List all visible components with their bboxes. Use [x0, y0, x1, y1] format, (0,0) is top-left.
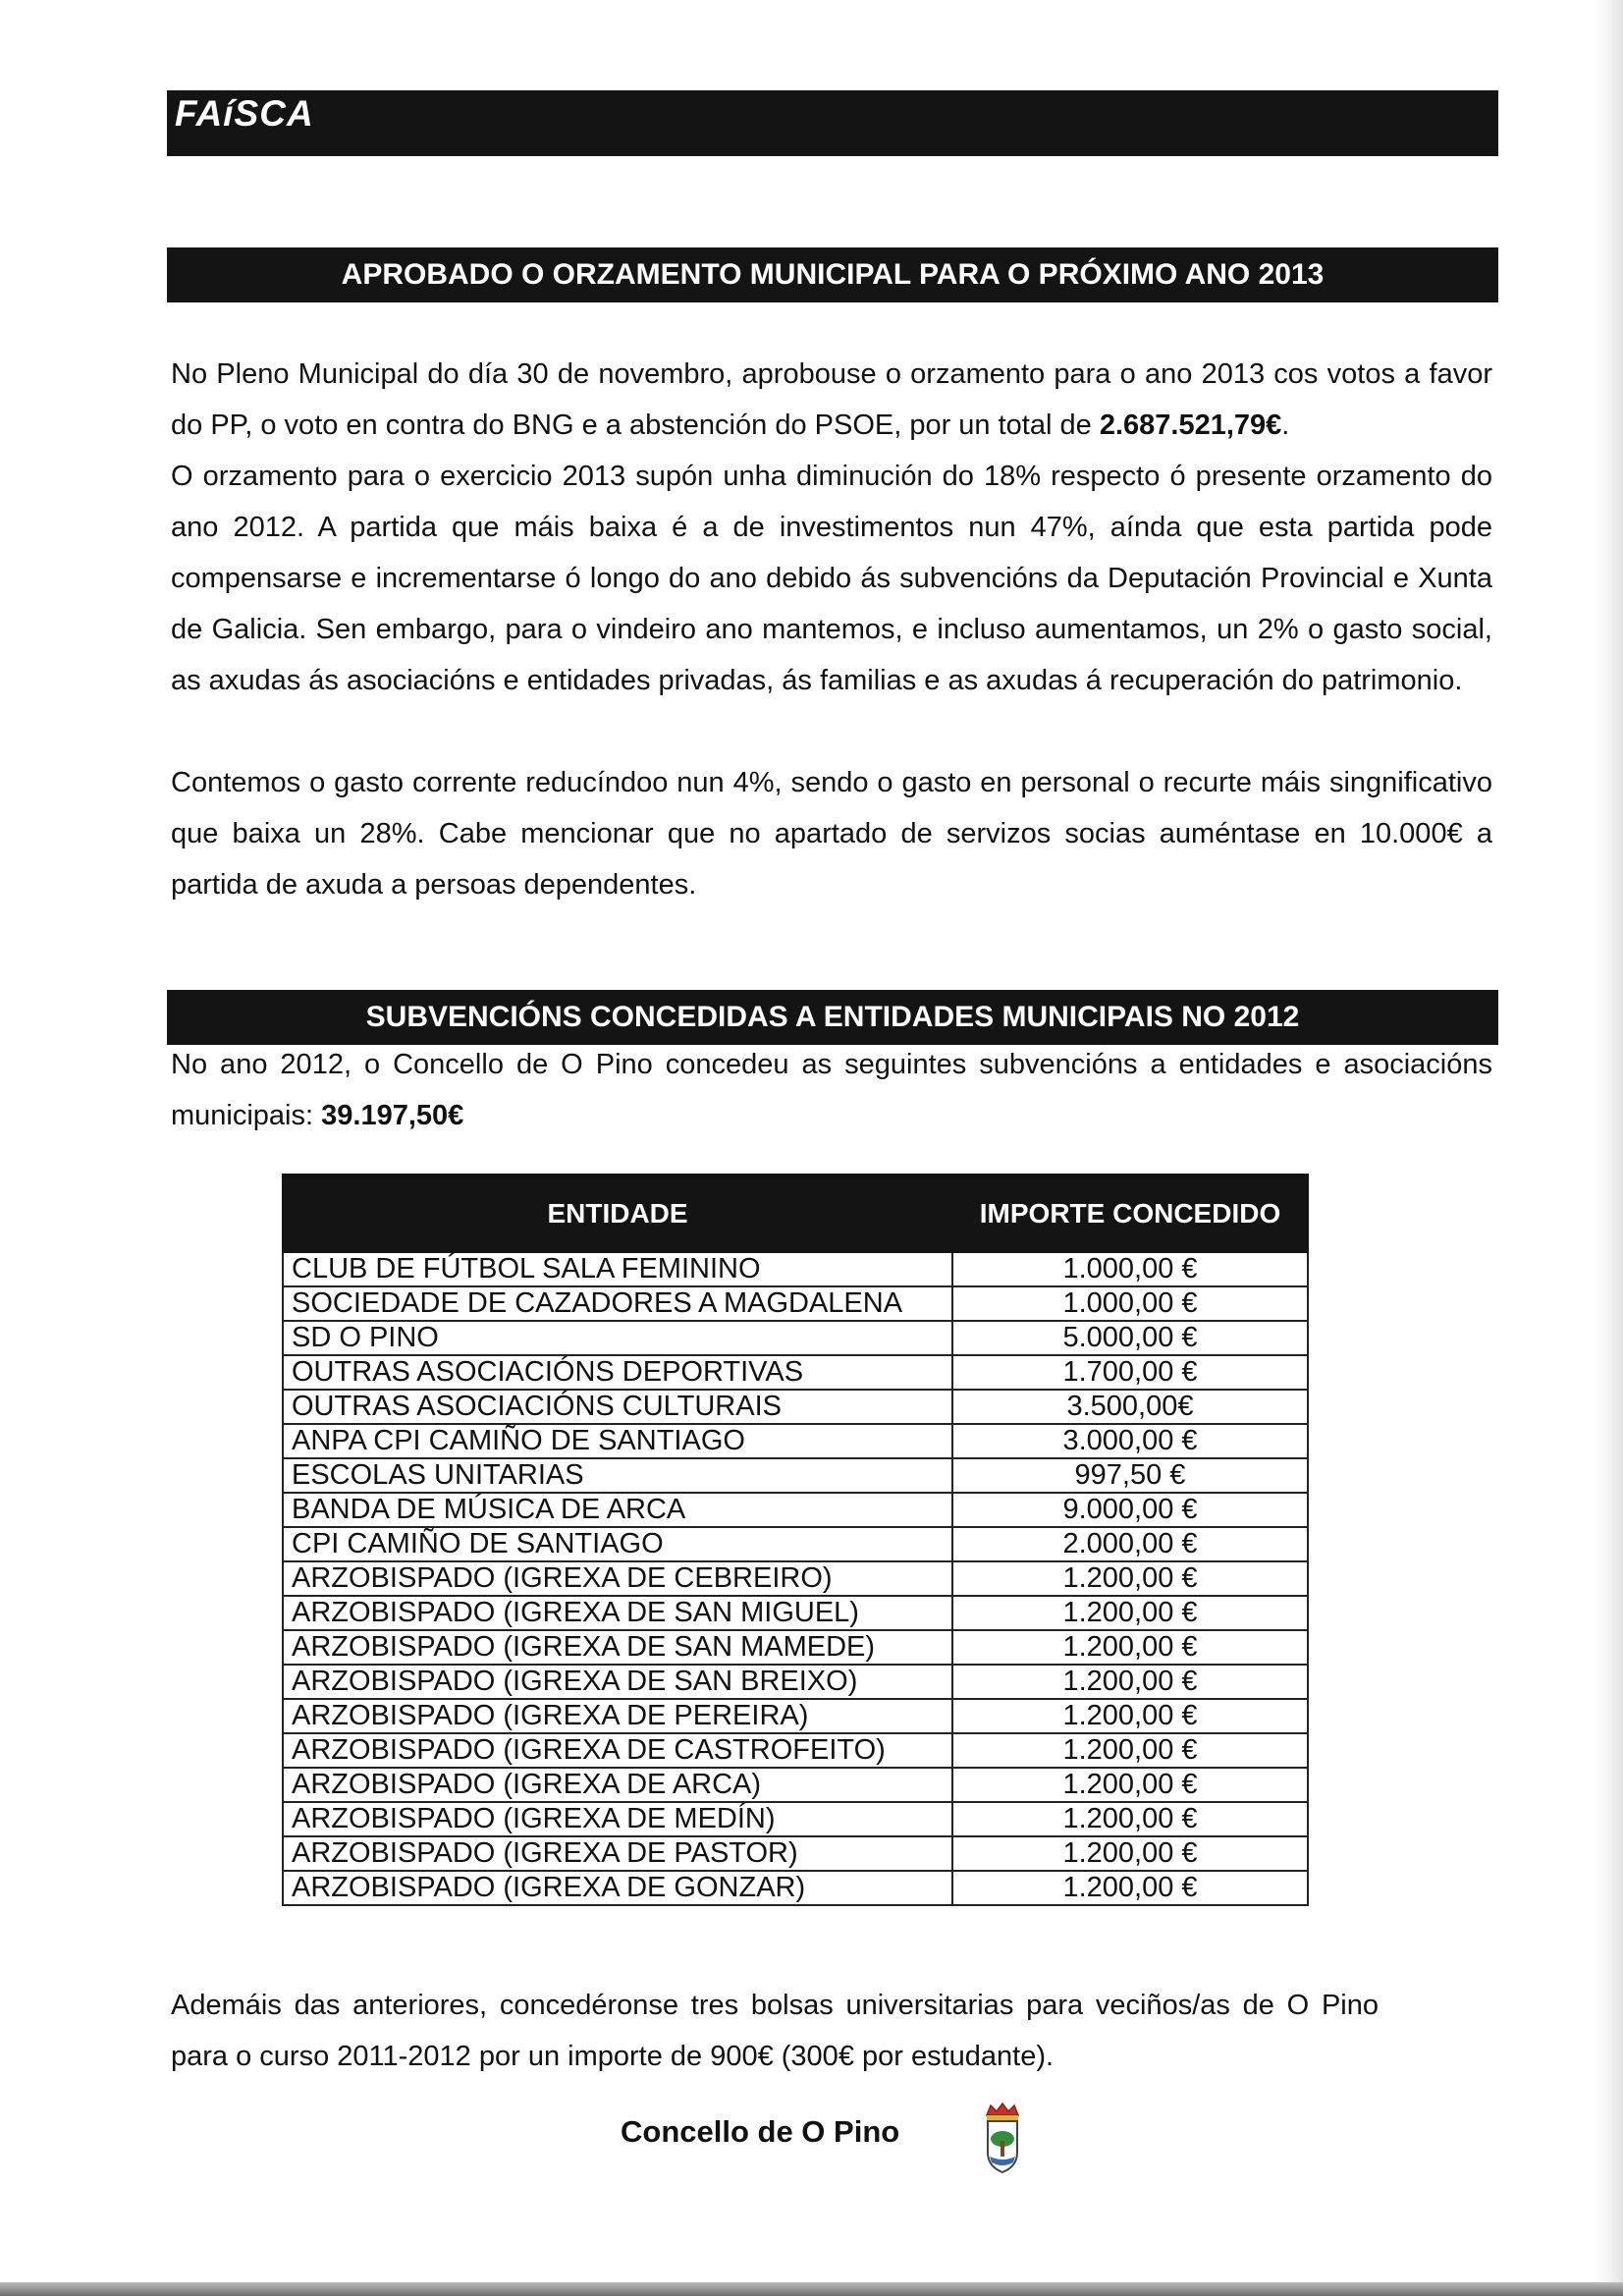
amount-granted: 1.200,00 € — [952, 1733, 1308, 1768]
grants-table-header-row — [283, 1175, 1308, 1252]
budget-paragraph-1-text: No Pleno Municipal do día 30 de novembro, aprobouse o orzamento para o ano 2013 cos votos a favor do PP, o voto en contra do BNG e a abstención do PSOE, por un total de — [171, 358, 1492, 441]
amount-granted: 1.200,00 € — [952, 1561, 1308, 1596]
amount-granted: 3.000,00 € — [952, 1424, 1308, 1458]
amount-granted: 9.000,00 € — [952, 1493, 1308, 1527]
budget-paragraph-3: Contemos o gasto corrente reducíndoo nun 4%, sendo o gasto en personal o recurte máis singnificativo que baixa un 28%. Cabe mencionar que no apartado de servizos socias auméntase en 10.000€ a partida de axuda a persoas dependentes. — [171, 767, 1492, 901]
entity-name: ARZOBISPADO (IGREXA DE SAN MAMEDE) — [283, 1630, 952, 1665]
grants-table-body — [283, 1252, 1308, 1905]
budget-paragraph-2: O orzamento para o exercicio 2013 supón unha diminución do 18% respecto ó presente orzamento do ano 2012. A partida que máis baixa é a de investimentos nun 47%, aínda que esta partida pode compensarse e incrementarse ó longo do ano debido ás subvencións da Deputación Provincial e Xunta de Galicia. Sen embargo, para o vindeiro ano mantemos, e incluso aumentamos, un 2% o gasto social, as axudas ás asociacións e entidades privadas, ás familias e as axudas á recuperación do patrimonio. — [171, 461, 1492, 696]
entity-name: SOCIEDADE DE CAZADORES A MAGDALENA — [283, 1286, 952, 1321]
entity-name: ARZOBISPADO (IGREXA DE GONZAR) — [283, 1871, 952, 1905]
table-row — [283, 1493, 1308, 1527]
entity-name: CLUB DE FÚTBOL SALA FEMININO — [283, 1252, 952, 1286]
budget-paragraph-1-end: . — [1281, 410, 1290, 441]
entity-name: ARZOBISPADO (IGREXA DE PEREIRA) — [283, 1699, 952, 1733]
footer-council-name: Concello de O Pino — [621, 2114, 900, 2149]
section-heading-budget: APROBADO O ORZAMENTO MUNICIPAL PARA O PRÓXIMO ANO 2013 — [167, 247, 1498, 302]
table-row — [283, 1458, 1308, 1493]
entity-name: ARZOBISPADO (IGREXA DE ARCA) — [283, 1768, 952, 1802]
table-row — [283, 1561, 1308, 1596]
amount-granted: 3.500,00€ — [952, 1390, 1308, 1424]
amount-granted: 1.200,00 € — [952, 1802, 1308, 1836]
section-heading-grants: SUBVENCIÓNS CONCEDIDAS A ENTIDADES MUNICIPAIS NO 2012 — [167, 990, 1498, 1045]
entity-name: ARZOBISPADO (IGREXA DE SAN MIGUEL) — [283, 1596, 952, 1630]
table-row — [283, 1630, 1308, 1665]
table-row — [283, 1596, 1308, 1630]
entity-name: ESCOLAS UNITARIAS — [283, 1458, 952, 1493]
table-row — [283, 1665, 1308, 1699]
scan-bottom-band — [0, 2282, 1623, 2296]
masthead-title: FAíSCA — [175, 93, 314, 134]
entity-name: ARZOBISPADO (IGREXA DE MEDÍN) — [283, 1802, 952, 1836]
column-header-amount: IMPORTE CONCEDIDO — [952, 1175, 1308, 1252]
page-edge-shadow — [1594, 0, 1623, 2296]
table-row — [283, 1527, 1308, 1561]
amount-granted: 1.200,00 € — [952, 1768, 1308, 1802]
amount-granted: 1.000,00 € — [952, 1252, 1308, 1286]
budget-paragraph-1 — [171, 349, 1492, 451]
table-row — [283, 1390, 1308, 1424]
table-row — [283, 1424, 1308, 1458]
grants-closing-paragraph: Ademáis das anteriores, concedéronse tres bolsas universitarias para veciños/as de O Pino para o curso 2011-2012 por un importe de 900€ (300€ por estudante). — [171, 1990, 1379, 2072]
table-row — [283, 1286, 1308, 1321]
table-row — [283, 1836, 1308, 1871]
entity-name: ARZOBISPADO (IGREXA DE PASTOR) — [283, 1836, 952, 1871]
masthead-bar — [167, 90, 1498, 156]
municipal-crest-icon — [977, 2102, 1028, 2174]
amount-granted: 997,50 € — [952, 1458, 1308, 1493]
table-row — [283, 1252, 1308, 1286]
amount-granted: 1.200,00 € — [952, 1699, 1308, 1733]
amount-granted: 1.000,00 € — [952, 1286, 1308, 1321]
amount-granted: 1.200,00 € — [952, 1630, 1308, 1665]
entity-name: OUTRAS ASOCIACIÓNS DEPORTIVAS — [283, 1355, 952, 1390]
amount-granted: 1.200,00 € — [952, 1596, 1308, 1630]
grants-total: 39.197,50€ — [321, 1100, 464, 1131]
amount-granted: 5.000,00 € — [952, 1321, 1308, 1355]
table-row — [283, 1355, 1308, 1390]
amount-granted: 1.200,00 € — [952, 1871, 1308, 1905]
entity-name: ANPA CPI CAMIÑO DE SANTIAGO — [283, 1424, 952, 1458]
table-row — [283, 1802, 1308, 1836]
grants-intro — [171, 1039, 1492, 1141]
entity-name: ARZOBISPADO (IGREXA DE SAN BREIXO) — [283, 1665, 952, 1699]
entity-name: SD O PINO — [283, 1321, 952, 1355]
grants-intro-text: No ano 2012, o Concello de O Pino concedeu as seguintes subvencións a entidades e asociacións municipais: — [171, 1049, 1492, 1131]
table-row — [283, 1871, 1308, 1905]
grants-table — [282, 1174, 1309, 1906]
column-header-entity: ENTIDADE — [283, 1175, 952, 1252]
amount-granted: 1.200,00 € — [952, 1836, 1308, 1871]
budget-total: 2.687.521,79€ — [1099, 410, 1282, 441]
table-row — [283, 1733, 1308, 1768]
amount-granted: 2.000,00 € — [952, 1527, 1308, 1561]
entity-name: BANDA DE MÚSICA DE ARCA — [283, 1493, 952, 1527]
amount-granted: 1.700,00 € — [952, 1355, 1308, 1390]
entity-name: OUTRAS ASOCIACIÓNS CULTURAIS — [283, 1390, 952, 1424]
entity-name: CPI CAMIÑO DE SANTIAGO — [283, 1527, 952, 1561]
entity-name: ARZOBISPADO (IGREXA DE CASTROFEITO) — [283, 1733, 952, 1768]
table-row — [283, 1321, 1308, 1355]
table-row — [283, 1768, 1308, 1802]
amount-granted: 1.200,00 € — [952, 1665, 1308, 1699]
table-row — [283, 1699, 1308, 1733]
entity-name: ARZOBISPADO (IGREXA DE CEBREIRO) — [283, 1561, 952, 1596]
